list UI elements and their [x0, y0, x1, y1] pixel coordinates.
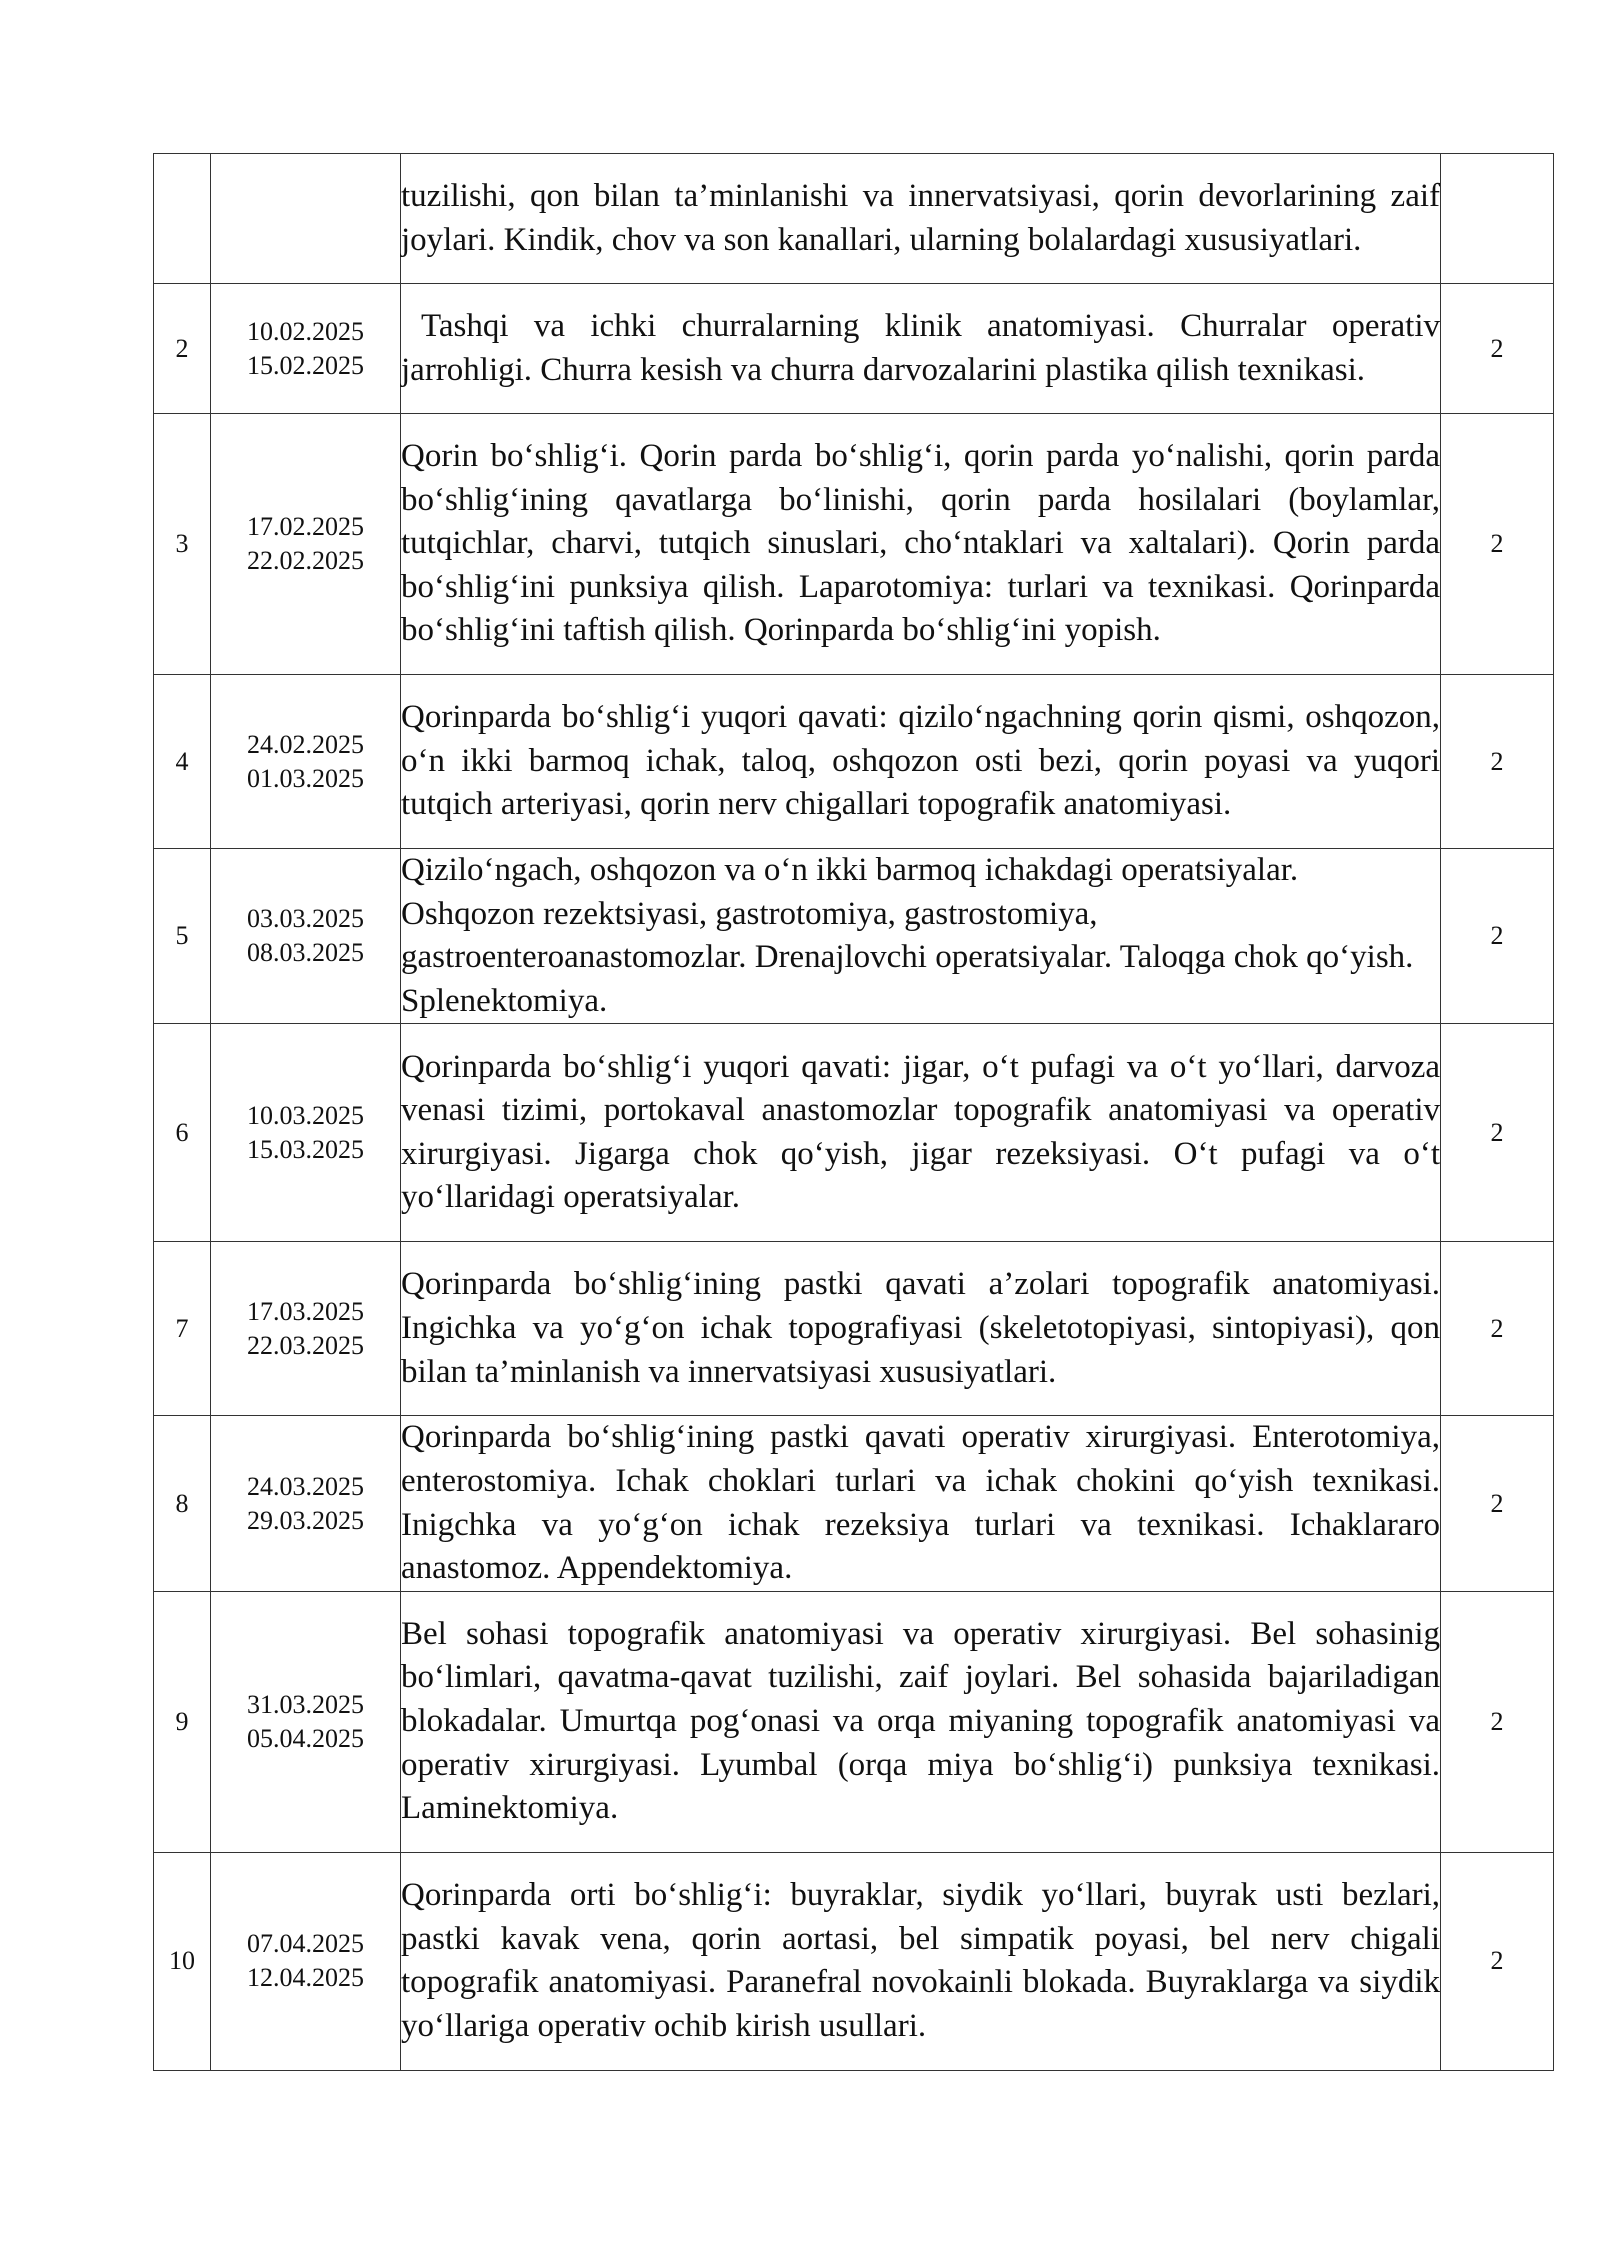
- table-row: [154, 154, 1554, 284]
- date-start: 10.03.2025: [247, 1100, 364, 1130]
- date-range: [211, 675, 401, 849]
- topic-text: Qorinparda bo‘shlig‘i yuqori qavati: jigar, o‘t pufagi va o‘t yo‘llari, darvoza venasi tizimi, portokaval anastomozlar topografik anatomiyasi va operativ xirurgiyasi. Jigarga chok qo‘yish, jigar rezeksiyasi. O‘t pufagi va o‘t yo‘llaridagi operatsiyalar.: [401, 1024, 1441, 1242]
- topic-text: Qorinparda bo‘shlig‘ining pastki qavati operativ xirurgiyasi. Enterotomiya, enterostomiya. Ichak choklari turlari va ichak chokini qo‘yish texnikasi. Inigchka va yo‘g‘on ichak rezeksiya turlari va texnikasi. Ichaklararo anastomoz. Appendektomiya.: [401, 1416, 1441, 1591]
- date-range: [211, 1416, 401, 1591]
- date-end: 22.03.2025: [247, 1330, 364, 1360]
- date-start: 10.02.2025: [247, 316, 364, 346]
- table-row: [154, 284, 1554, 414]
- date-start: 03.03.2025: [247, 904, 364, 934]
- topic-text: Qorin bo‘shlig‘i. Qorin parda bo‘shlig‘i, qorin parda yo‘nalishi, qorin parda bo‘shlig‘ining qavatlarga bo‘linishi, qorin parda hosilalari (boylamlar, tutqichlar, charvi, tutqich sinuslari, cho‘ntaklari va xaltalari). Qorin parda bo‘shlig‘ini punksiya qilish. Laparotomiya: turlari va texnikasi. Qorinparda bo‘shlig‘ini taftish qilish. Qorinparda bo‘shlig‘ini yopish.: [401, 414, 1441, 675]
- table-row: [154, 849, 1554, 1024]
- date-start: 24.03.2025: [247, 1471, 364, 1501]
- date-range: [211, 1242, 401, 1416]
- row-number: 10: [154, 1852, 211, 2070]
- date-range: [211, 414, 401, 675]
- row-number: 2: [154, 284, 211, 414]
- hours-value: 2: [1441, 1024, 1554, 1242]
- topic-text: Qorinparda bo‘shlig‘i yuqori qavati: qizilo‘ngachning qorin qismi, oshqozon, o‘n ikki barmoq ichak, taloq, oshqozon osti bezi, qorin poyasi va yuqori tutqich arteriyasi, qorin nerv chigallari topografik anatomiyasi.: [401, 675, 1441, 849]
- date-range: [211, 154, 401, 284]
- topic-text: tuzilishi, qon bilan ta’minlanishi va innervatsiyasi, qorin devorlarining zaif joylari. Kindik, chov va son kanallari, ularning bolalardagi xususiyatlari.: [401, 154, 1441, 284]
- table-row: [154, 1242, 1554, 1416]
- date-end: 15.03.2025: [247, 1134, 364, 1164]
- topic-text: Bel sohasi topografik anatomiyasi va operativ xirurgiyasi. Bel sohasinig bo‘limlari, qavatma-qavat tuzilishi, zaif joylari. Bel sohasida bajariladigan blokadalar. Umurtqa pog‘onasi va orqa miyaning topografik anatomiyasi va operativ xirurgiyasi. Lyumbal (orqa miya bo‘shlig‘i) punksiya texnikasi. Laminektomiya.: [401, 1591, 1441, 1852]
- topic-text: Qorinparda bo‘shlig‘ining pastki qavati a’zolari topografik anatomiyasi. Ingichka va yo‘g‘on ichak topografiyasi (skeletotopiyasi, sintopiyasi), qon bilan ta’minlanish va innervatsiyasi xususiyatlari.: [401, 1242, 1441, 1416]
- hours-value: 2: [1441, 675, 1554, 849]
- hours-value: 2: [1441, 1591, 1554, 1852]
- hours-value: 2: [1441, 1852, 1554, 2070]
- date-end: 22.02.2025: [247, 546, 364, 575]
- date-end: 05.04.2025: [247, 1723, 364, 1753]
- row-number: [154, 154, 211, 284]
- hours-value: 2: [1441, 849, 1554, 1024]
- table-row: [154, 675, 1554, 849]
- date-range: [211, 1591, 401, 1852]
- date-end: 15.02.2025: [247, 350, 364, 380]
- table-row: [154, 1024, 1554, 1242]
- topic-text: Tashqi va ichki churralarning klinik anatomiyasi. Churralar operativ jarrohligi. Churra kesish va churra darvozalarini plastika qilish texnikasi.: [401, 284, 1441, 414]
- date-start: 24.02.2025: [247, 729, 364, 759]
- row-number: 3: [154, 414, 211, 675]
- row-number: 9: [154, 1591, 211, 1852]
- date-start: 17.02.2025: [247, 512, 364, 541]
- date-range: [211, 1852, 401, 2070]
- table-row: [154, 1852, 1554, 2070]
- lesson-schedule-table: [153, 153, 1554, 2071]
- hours-value: [1441, 154, 1554, 284]
- date-start: 07.04.2025: [247, 1929, 364, 1959]
- date-range: [211, 849, 401, 1024]
- date-range: [211, 284, 401, 414]
- row-number: 6: [154, 1024, 211, 1242]
- row-number: 7: [154, 1242, 211, 1416]
- date-end: 12.04.2025: [247, 1963, 364, 1993]
- topic-text: Qorinparda orti bo‘shlig‘i: buyraklar, siydik yo‘llari, buyrak usti bezlari, pastki kavak vena, qorin aortasi, bel simpatik poyasi, bel nerv chigali topografik anatomiyasi. Paranefral novokainli blokada. Buyraklarga va siydik yo‘llariga operativ ochib kirish usullari.: [401, 1852, 1441, 2070]
- table-row: [154, 1416, 1554, 1591]
- row-number: 5: [154, 849, 211, 1024]
- row-number: 8: [154, 1416, 211, 1591]
- date-end: 08.03.2025: [247, 938, 364, 968]
- date-end: 29.03.2025: [247, 1505, 364, 1535]
- date-start: 31.03.2025: [247, 1689, 364, 1719]
- topic-text: Qizilo‘ngach, oshqozon va o‘n ikki barmoq ichakdagi operatsiyalar. Oshqozon rezektsiyasi, gastrotomiya, gastrostomiya, gastroenteroanastomozlar. Drenajlovchi operatsiyalar. Taloqga chok qo‘yish. Splenektomiya.: [401, 849, 1441, 1024]
- row-number: 4: [154, 675, 211, 849]
- table-row: [154, 1591, 1554, 1852]
- hours-value: 2: [1441, 414, 1554, 675]
- date-end: 01.03.2025: [247, 763, 364, 793]
- hours-value: 2: [1441, 1416, 1554, 1591]
- table-row: [154, 414, 1554, 675]
- hours-value: 2: [1441, 1242, 1554, 1416]
- date-range: [211, 1024, 401, 1242]
- date-start: 17.03.2025: [247, 1296, 364, 1326]
- hours-value: 2: [1441, 284, 1554, 414]
